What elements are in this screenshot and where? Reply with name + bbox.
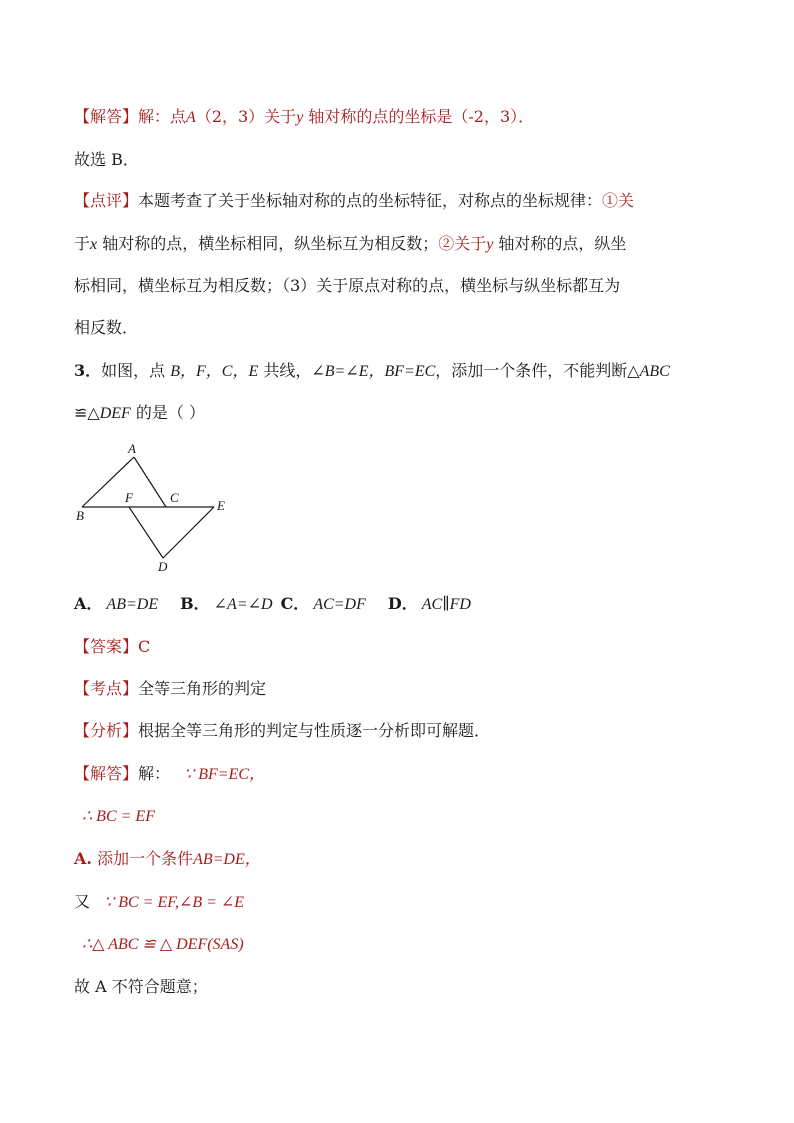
analysis-tag: 【分析】 (74, 721, 139, 740)
option-d-text: AC∥FD (421, 596, 471, 613)
question-text-2b: 的是（ ） (130, 403, 205, 422)
review-text-1b: ①关 (602, 191, 635, 210)
option-b-text: ∠A=∠D (213, 596, 273, 613)
review-text-2b: 轴对称的点，横坐标相同，纵坐标互为相反数； (97, 234, 439, 253)
option-c-text: AC=DF (313, 596, 366, 613)
case-a-condition: AB=DE， (193, 851, 261, 868)
var-y-2: y (486, 236, 494, 253)
review-line-2 (74, 234, 626, 255)
review-line-3 (74, 276, 620, 296)
answer-line (74, 637, 150, 657)
answer-value: C (138, 637, 151, 656)
solution-therefore-2: ∴△ ABC ≌ △ DEF(SAS) (82, 936, 244, 953)
answer-tag: 【答案】 (74, 637, 139, 656)
label-b: B (76, 508, 84, 523)
review-line-4 (74, 318, 138, 338)
solution-line-1 (74, 764, 265, 785)
prev-solution-text: 解：点 (138, 107, 187, 126)
solution-line-6 (74, 977, 208, 997)
question-line-1 (74, 361, 670, 382)
solution-tag: 【解答】 (74, 764, 139, 783)
solution-intro: 解： (138, 764, 171, 783)
option-a-label: A． (74, 594, 103, 613)
solution-line-5 (82, 934, 244, 955)
review-text-3: 标相同，横坐标互为相反数；（3）关于原点对称的点，横坐标与纵坐标都互为 (74, 276, 621, 295)
solution-line-2 (82, 806, 155, 827)
congruent-symbol: ≌ (74, 403, 88, 422)
prev-solution-text-b: （2，3）关于 (195, 107, 297, 126)
case-a-text: 添加一个条件 (91, 849, 194, 868)
review-text-1a: 本题考查了关于坐标轴对称的点的坐标特征，对称点的坐标规律： (138, 191, 603, 210)
analysis-value: 根据全等三角形的判定与性质逐一分析即可解题． (138, 721, 491, 740)
question-number: 3． (74, 361, 102, 380)
var-y: y (296, 109, 304, 126)
analysis-line (74, 721, 490, 741)
var-x: x (90, 236, 98, 253)
option-b-label: B． (180, 594, 210, 613)
review-text-2d: 轴对称的点，纵坐 (493, 234, 627, 253)
question-text-1b: 共线， (258, 361, 312, 380)
solution-conclusion: 故 A 不符合题意； (74, 977, 208, 996)
prev-solution-line (74, 107, 534, 128)
solution-line-3 (74, 849, 261, 870)
options-line (74, 594, 471, 615)
question-text-1a: 如图，点 (101, 361, 171, 380)
question-points: B，F，C，E (170, 363, 259, 380)
segment-ac (134, 457, 166, 507)
label-f: F (125, 490, 133, 505)
point-a-label: A (186, 109, 196, 126)
review-text-2a: 于 (74, 234, 91, 253)
solution-line-4 (74, 892, 244, 913)
knowledge-value: 全等三角形的判定 (138, 679, 267, 698)
question-line-2 (74, 403, 205, 424)
label-a: A (128, 441, 136, 456)
review-text-2c: ②关于 (438, 234, 487, 253)
option-c-label: C． (280, 594, 310, 613)
segment-fd (129, 507, 163, 558)
review-text-4: 相反数． (74, 318, 139, 337)
question-conditions: ∠B=∠E，BF=EC (311, 363, 436, 380)
solution-because-1: ∵ BF=EC， (184, 766, 266, 783)
knowledge-line (74, 679, 266, 699)
segment-ed (163, 507, 214, 558)
solution-because-2: ∵ BC = EF,∠B = ∠E (104, 894, 245, 911)
solution-therefore-1: ∴ BC = EF (82, 808, 155, 825)
prev-choice (74, 150, 139, 170)
geometry-figure (72, 440, 242, 580)
label-e: E (217, 498, 225, 513)
option-d-label: D． (387, 594, 418, 613)
prev-solution-text-c: 轴对称的点的坐标是（-2，3）． (303, 107, 535, 126)
prev-choice-text: 故选 B． (74, 150, 139, 169)
option-a-text: AB=DE (106, 596, 159, 613)
label-d: D (158, 559, 168, 574)
prev-solution-tag: 【解答】 (74, 107, 139, 126)
case-a-label: A. (74, 849, 92, 868)
review-tag: 【点评】 (74, 191, 139, 210)
label-c: C (170, 490, 179, 505)
question-text-1c: ，添加一个条件，不能判断 (435, 361, 628, 380)
knowledge-tag: 【考点】 (74, 679, 139, 698)
triangle-def: △DEF (87, 405, 131, 422)
review-line-1 (74, 191, 634, 211)
solution-also: 又 (74, 892, 91, 911)
triangle-abc: △ABC (627, 363, 670, 380)
